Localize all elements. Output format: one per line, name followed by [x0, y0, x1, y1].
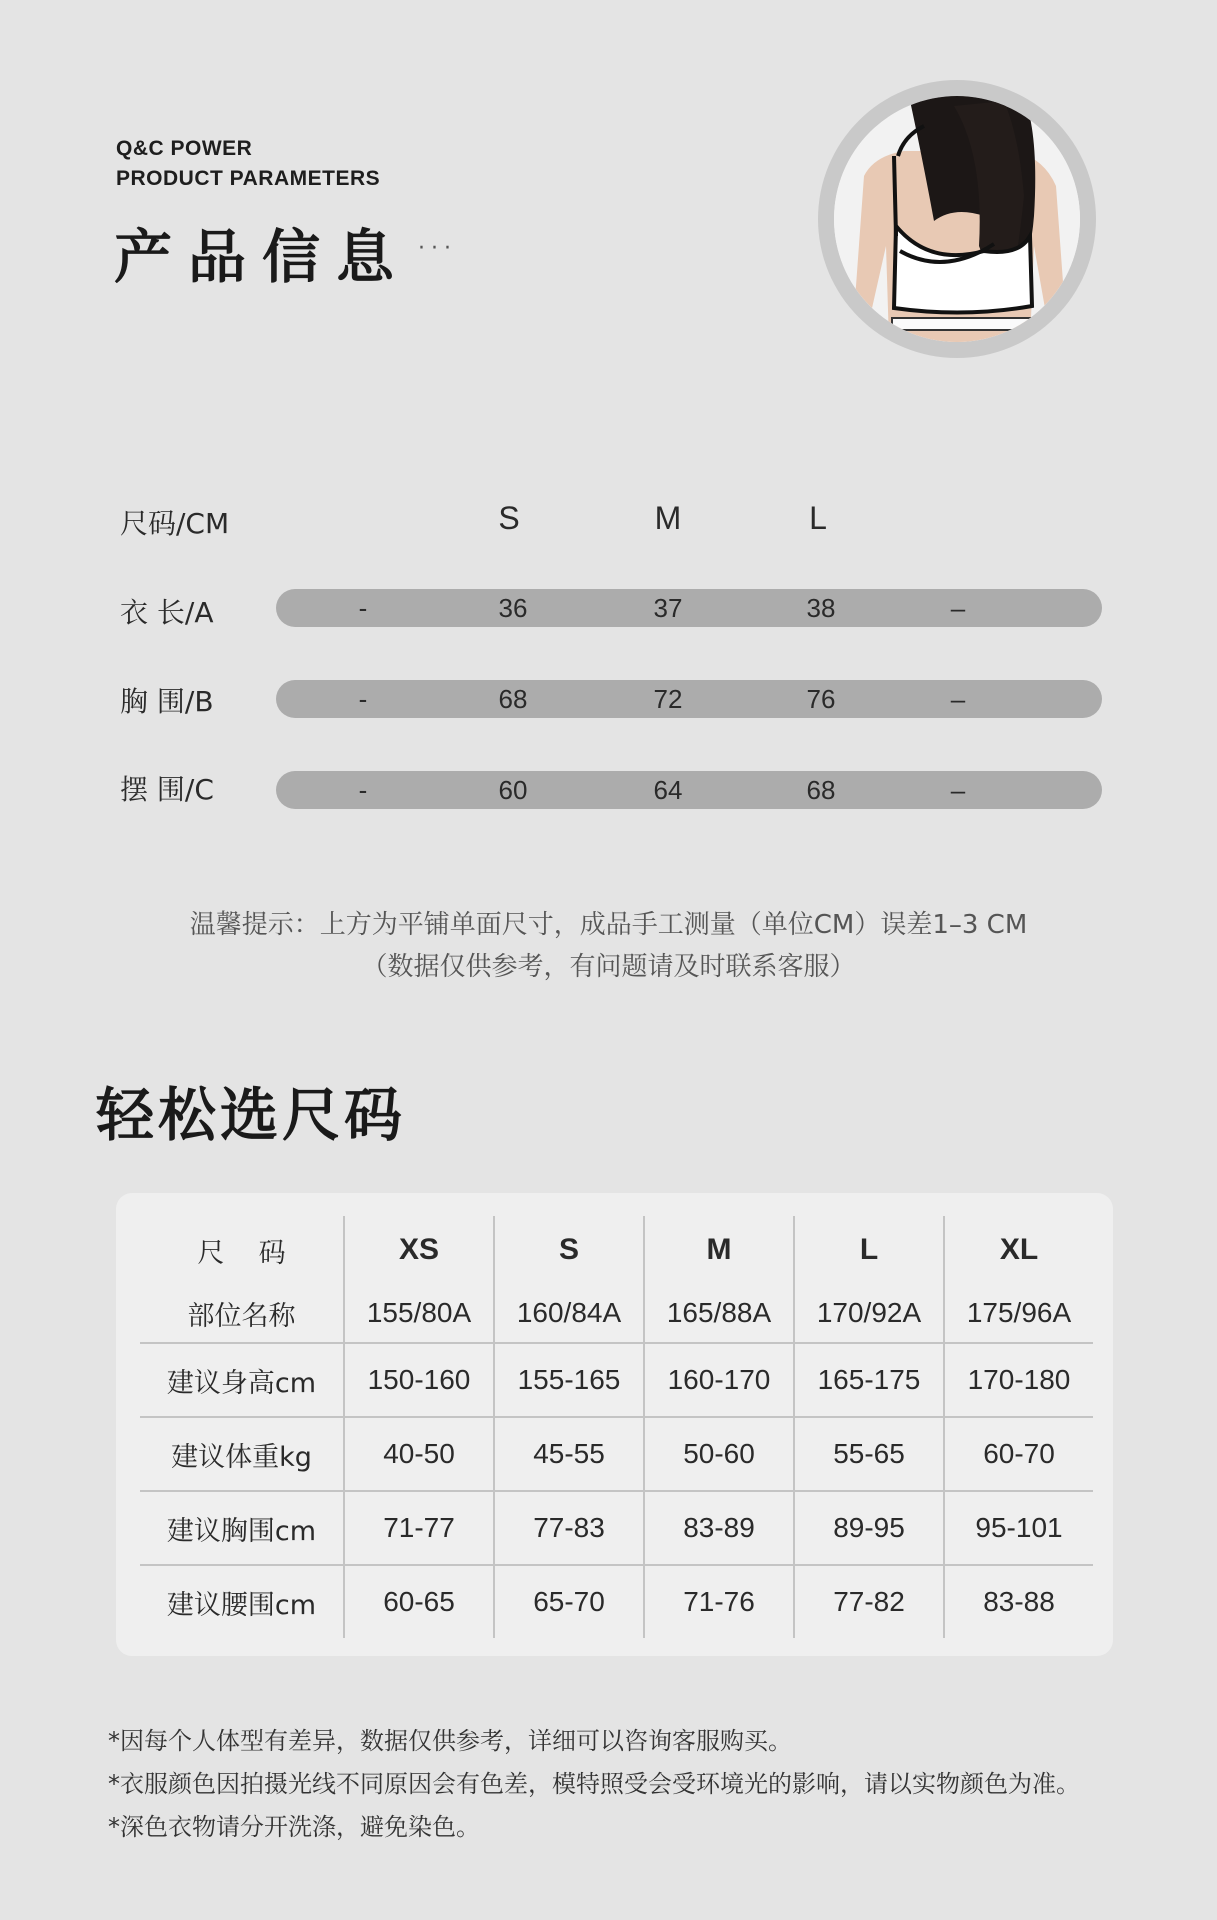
size-code: 175/96A [944, 1284, 1093, 1343]
product-photo [834, 96, 1080, 342]
table-cell: 50-60 [644, 1417, 794, 1491]
table-cell: 71-77 [344, 1491, 494, 1565]
footnote: *深色衣物请分开洗涤，避免染色。 [108, 1813, 480, 1841]
row-label-height: 建议身高cm [140, 1343, 344, 1417]
measure-size-l: L [809, 500, 827, 536]
table-cell: 170-180 [944, 1343, 1093, 1417]
measure-cell: - [358, 684, 368, 714]
measure-cell: 68 [806, 775, 836, 805]
table-cell: 160-170 [644, 1343, 794, 1417]
table-cell: 60-70 [944, 1417, 1093, 1491]
size-header-s: S [494, 1216, 644, 1284]
table-cell: 40-50 [344, 1417, 494, 1491]
table-cell: 83-89 [644, 1491, 794, 1565]
size-code: 165/88A [644, 1284, 794, 1343]
measure-cell: 36 [498, 593, 528, 623]
footnote: *因每个人体型有差异，数据仅供参考，详细可以咨询客服购买。 [108, 1727, 792, 1755]
brand-subtitle: PRODUCT PARAMETERS [116, 167, 381, 190]
table-cell: 45-55 [494, 1417, 644, 1491]
measure-cell: 64 [653, 775, 683, 805]
measure-bar-chest [276, 680, 1102, 718]
measure-cell: 38 [806, 593, 836, 623]
table-cell: 77-83 [494, 1491, 644, 1565]
size-header-m: M [644, 1216, 794, 1284]
corner-label-size: 尺 码 [197, 1237, 286, 1269]
measure-bar-length [276, 589, 1102, 627]
table-cell: 95-101 [944, 1491, 1093, 1565]
row-label-chest: 建议胸围cm [140, 1491, 344, 1565]
table-cell: 60-65 [344, 1565, 494, 1638]
size-header-xs: XS [344, 1216, 494, 1284]
measure-cell: – [950, 684, 966, 714]
measure-cell: 68 [498, 684, 528, 714]
table-cell: 71-76 [644, 1565, 794, 1638]
measure-cell: - [358, 593, 368, 623]
table-row [140, 1417, 1093, 1491]
measure-cell: 60 [498, 775, 528, 805]
size-header-l: L [794, 1216, 944, 1284]
measure-cell: 37 [653, 593, 683, 623]
size-code: 170/92A [794, 1284, 944, 1343]
table-row [140, 1491, 1093, 1565]
footnotes [108, 1720, 1080, 1849]
size-guide-table [140, 1216, 1093, 1638]
row-label-weight: 建议体重kg [140, 1417, 344, 1491]
size-header-xl: XL [944, 1216, 1093, 1284]
table-cell: 165-175 [794, 1343, 944, 1417]
measure-row-label-length: 衣 长/A [120, 596, 214, 629]
table-cell: 89-95 [794, 1491, 944, 1565]
section-title-size-guide: 轻松选尺码 [96, 1081, 407, 1149]
tip-line-1: 温馨提示：上方为平铺单面尺寸，成品手工测量（单位CM）误差1–3 CM [189, 910, 1028, 940]
table-cell: 65-70 [494, 1565, 644, 1638]
measure-row-label-chest: 胸 围/B [120, 685, 214, 718]
table-cell: 150-160 [344, 1343, 494, 1417]
table-cell: 77-82 [794, 1565, 944, 1638]
row-label-waist: 建议腰围cm [140, 1565, 344, 1638]
size-code: 160/84A [494, 1284, 644, 1343]
measure-size-s: S [498, 500, 520, 536]
table-cell: 155-165 [494, 1343, 644, 1417]
measure-header-label: 尺码/CM [120, 507, 230, 540]
measure-cell: 72 [653, 684, 683, 714]
measure-cell: 76 [806, 684, 836, 714]
model-illustration [834, 96, 1080, 342]
brand-name: Q&C POWER [116, 137, 253, 160]
measure-bar-hem [276, 771, 1102, 809]
measure-size-m: M [654, 500, 682, 536]
size-code: 155/80A [344, 1284, 494, 1343]
measure-cell: - [358, 775, 368, 805]
title-dots: ··· [418, 236, 457, 261]
table-row [140, 1565, 1093, 1638]
measure-row-label-hem: 摆 围/C [120, 773, 214, 806]
table-row [140, 1343, 1093, 1417]
tip-line-2: （数据仅供参考，有问题请及时联系客服） [361, 952, 856, 982]
brand-block [116, 134, 380, 194]
measure-cell: – [950, 775, 966, 805]
table-cell: 83-88 [944, 1565, 1093, 1638]
measure-cell: – [950, 593, 966, 623]
page-title: 产品信息 [114, 223, 411, 291]
table-cell: 55-65 [794, 1417, 944, 1491]
corner-label-part: 部位名称 [187, 1300, 296, 1332]
footnote: *衣服颜色因拍摄光线不同原因会有色差，模特照受会受环境光的影响，请以实物颜色为准。 [108, 1770, 1080, 1798]
